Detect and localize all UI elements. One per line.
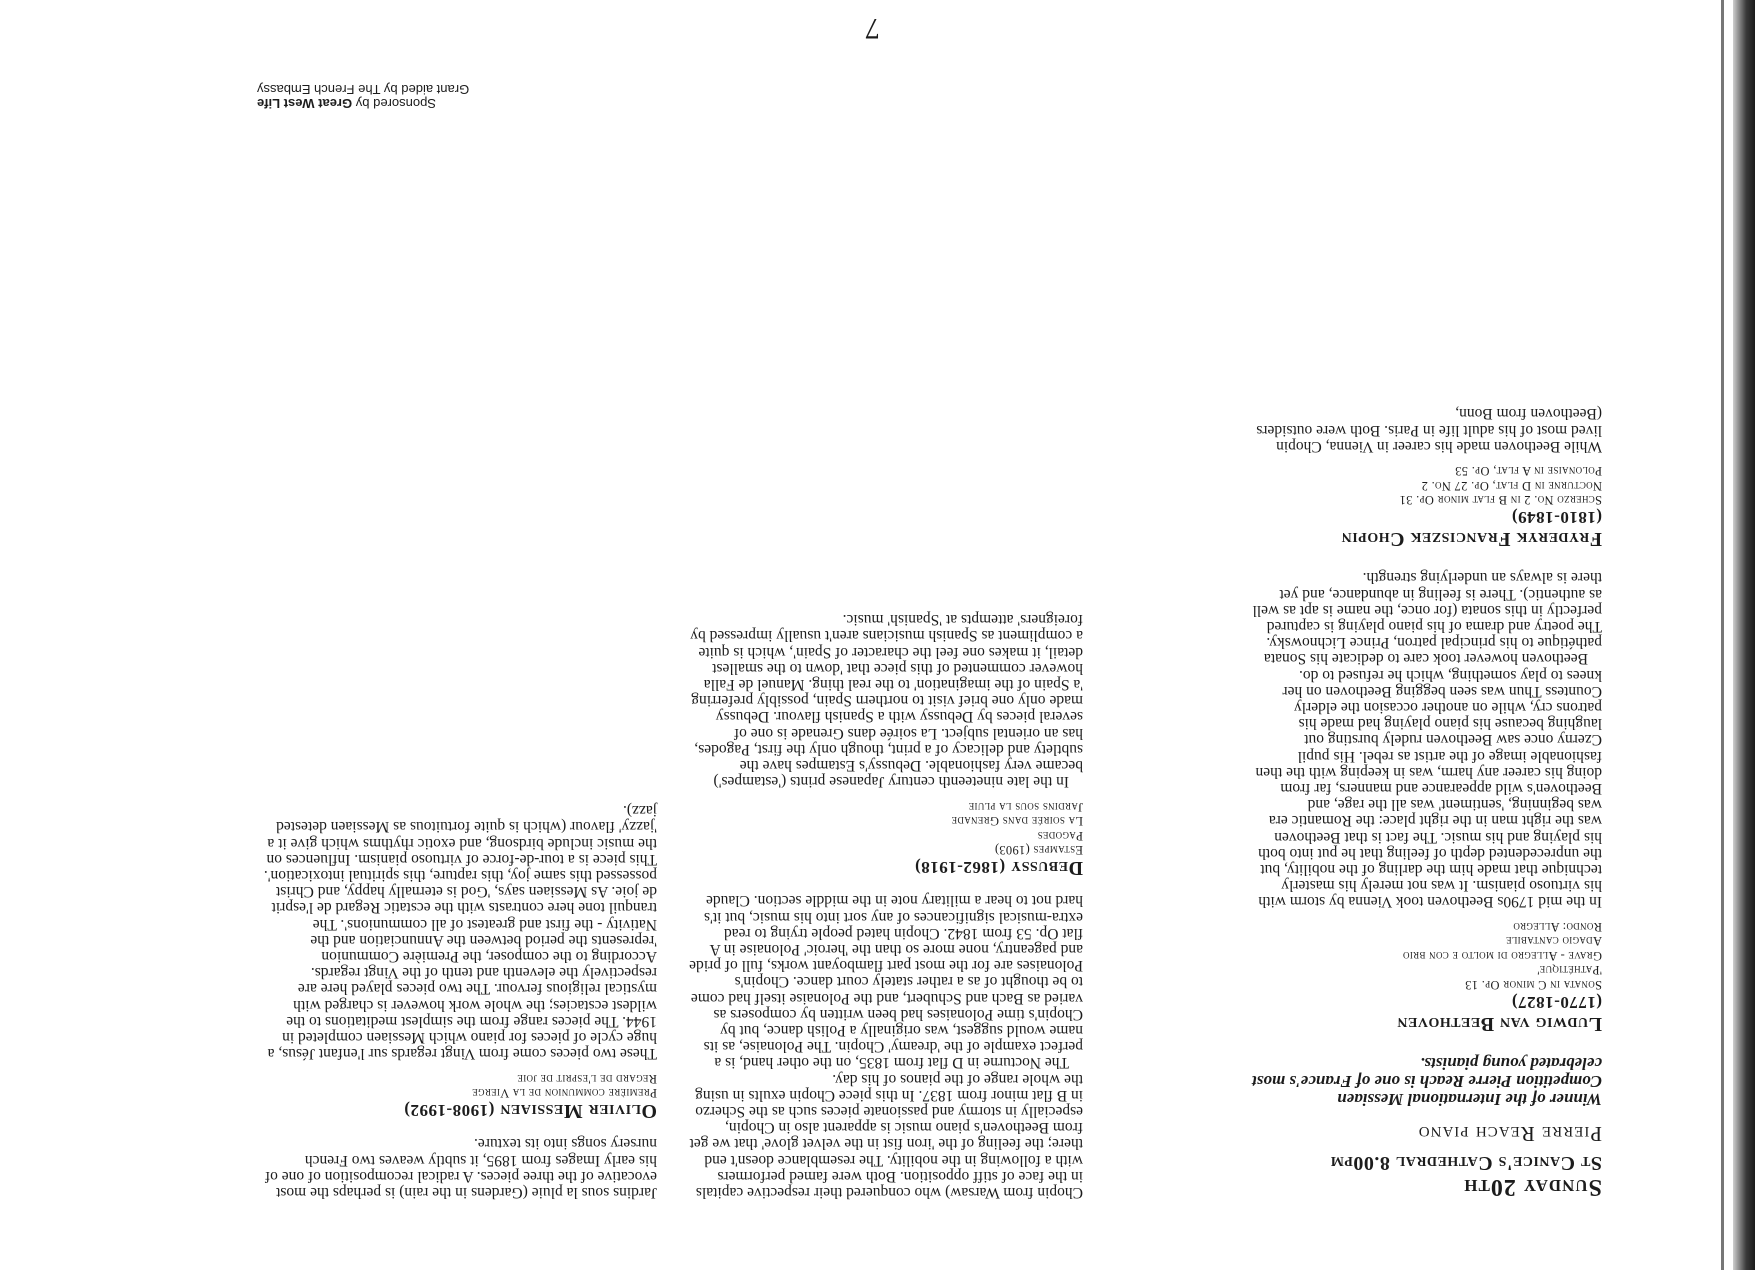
- sponsor-credit: [257, 82, 657, 110]
- work-title: Polonaise in A flat, Op. 53: [1454, 464, 1602, 479]
- work-title: Nocturne in D flat, Op. 27 No. 2: [1421, 478, 1602, 493]
- work-movement: Rondo: Allegro: [1513, 920, 1602, 934]
- performer: Pierre Reach piano: [1417, 1122, 1602, 1146]
- composer-dates: (1810-1849): [1511, 508, 1602, 528]
- body-paragraph: These two pieces come from Vingt regards sur l'enfant Jésus, a huge cycle of pieces for piano which Messiaen completed in 1944. The pieces range from the simplest meditations to the wildest ecstacies; the whole work however is charged with mystical religious fervour. The two pieces played here are respectively the eleventh and tenth of the Vingt regards. According to the composer, the Première Communion 'represents the period between the Annunciation and the Nativity - the first and greatest of all communions'. The tranquil tone here contrasts with the ecstatic Regard de l'esprit de joie. As Messiaen says, 'God is eternally happy, and Christ possessed this same joy, this rapture, this spiritual intoxication'. This piece is a tour-de-force of virtuoso pianism. Influences on the music include birdsong, and exotic rhythms which give it a 'jazzy' flavour (which is quite fortuitous as Messiaen detested jazz).: [263, 802, 657, 1063]
- concert-venue: St Canice's Cathedral 8.00pm: [1330, 1152, 1602, 1174]
- work-title: Regard de l'esprit de joie: [517, 1071, 657, 1086]
- body-paragraph: While Beethoven made his career in Vienna, Chopin lived most of his adult life in Paris. Both were outsiders (Beethoven from Bonn,: [1256, 405, 1602, 455]
- body-paragraph: Beethoven however took care to dedicate his Sonata pathétique to his principal patron, Prince Lichnowsky. The poetry and drama of his piano playing is captured perfectly in this sonata (for once, the name is apt as well as authentic). There is feeling in abundance, and yet there is always an underlying strength.: [1252, 569, 1602, 668]
- body-paragraph: In the late nineteenth century Japanese prints ('estampes') became very fashionable. Debussy's Estampes have the subtlety and delicacy of a print, though only the first, Pagodes, has an oriental subject. La soirée dans Grenade is one of several pieces by Debussy with a Spanish flavour. Debussy made only one brief visit to northern Spain, possibly preferring 'a Spain of the imagination' to the real thing. Manuel de Falla however commented of this piece that 'down to the smallest detail, it makes one feel the character of Spain', which is quite a compliment as Spanish musicians aren't usually impressed by foreigners' attempts at 'Spanish' music.: [690, 611, 1083, 791]
- composer-dates: (1908-1992): [403, 1101, 495, 1121]
- column-right: [261, 802, 657, 1200]
- body-paragraph: Chopin from Warsaw) who conquered their respective capitals in the face of stiff opposition. Both were famed performers with a following in the nobility. The resemblance doesn't end there; the feeling of the 'iron fist in the velvet glove' that we get from Beethoven's piano music is apparent also in Chopin, especially in stormy and passionate pieces such as the Scherzo in B flat minor from 1837. In this piece Chopin exults in using the whole range of the pianos of his day.: [689, 1070, 1083, 1201]
- sponsor-brand: Great West Life: [257, 96, 353, 111]
- body-paragraph: Jardins sous la pluie (Gardens in the rain) is perhaps the most evocative of the three pieces. A radical recomposition of one of his early Images from 1895, it subtly weaves two French nursery songs into its texture.: [264, 1135, 657, 1201]
- sponsor-label: Sponsored by: [355, 96, 436, 111]
- work-title: Sonata in C minor Op. 13: [1464, 978, 1602, 992]
- composer-name: Debussy: [1010, 857, 1083, 880]
- body-paragraph: The Nocturne in D flat from 1835, on the other hand, is a perfect example of the 'dreamy' Chopin. The Polonaise, as its name would suggest, was originally a Polish dance, but by Chopin's time Polonaises had been written by composers as varied as Bach and Schubert, and the Polonaise itself had come to be thought of as a rather stately court dance. Chopin's Polonaises are for the most part flamboyant works, full of pride and pageantry, none more so than the 'heroic' Polonaise in A flat Op. 53 from 1842. Chopin hated people trying to read extra-musical significances of any sort into his music, but it's hard not to hear a military note in the middle section. Claude: [689, 892, 1083, 1072]
- concert-date: Sunday 20th: [1463, 1174, 1602, 1200]
- work-movement: Jardins sous la pluie: [968, 799, 1083, 814]
- work-title: Scherzo No. 2 in B flat minor Op. 31: [1399, 493, 1602, 508]
- sponsor-line: [257, 96, 657, 110]
- composer-debussy: [688, 857, 1083, 878]
- composer-beethoven: Ludwig van Beethoven: [1396, 1013, 1602, 1035]
- work-movement: Adagio cantabile: [1505, 934, 1602, 949]
- composer-name: Olivier Messiaen: [499, 1100, 657, 1123]
- performer-intro: Winner of the International Messiaen Competition Pierre Reach is one of France's most celebrated young pianists.: [1252, 1054, 1602, 1109]
- composer-chopin: Fryderyk Franciszek Chopin: [1341, 528, 1602, 551]
- composer-messiaen: [261, 1100, 657, 1121]
- grant-line: Grant aided by The French Embassy: [257, 82, 470, 97]
- work-movement: Pagodes: [1037, 828, 1083, 843]
- work-movement: La soirée dans Grenade: [951, 814, 1083, 829]
- column-left: [1252, 405, 1602, 1200]
- column-middle: [688, 611, 1083, 1200]
- composer-dates: (1862-1918): [914, 858, 1006, 878]
- work-movement: Grave - Allegro di molto e con brio: [1402, 949, 1602, 963]
- page-number: 7: [865, 12, 880, 45]
- body-paragraph: In the mid 1790s Beethoven took Vienna by storm with his virtuoso pianism. It was not merely his masterly technique that made him the darling of the nobility, but the unprecedented depth of feeling that he put into both his playing and his music. The fact is that Beethoven was the right man in the right place: the Romantic era was beginning, 'sentiment' was all the rage, and Beethoven's wild appearance and manners, far from doing his career any harm, was in keeping with the then fashionable image of the artist as rebel. His pupil Czerny once saw Beethoven rudely bursting out laughing because his piano playing had made his patrons cry, while on another occasion the elderly Countess Thun was seen begging Beethoven on her knees to play something, which he refused to do.: [1255, 666, 1602, 911]
- work-title: Première communion de la Vierge: [471, 1086, 657, 1101]
- work-title: 'Pathétique': [1536, 963, 1602, 978]
- work-title: Estampes (1903): [994, 843, 1083, 858]
- composer-dates: (1770-1827): [1511, 993, 1602, 1012]
